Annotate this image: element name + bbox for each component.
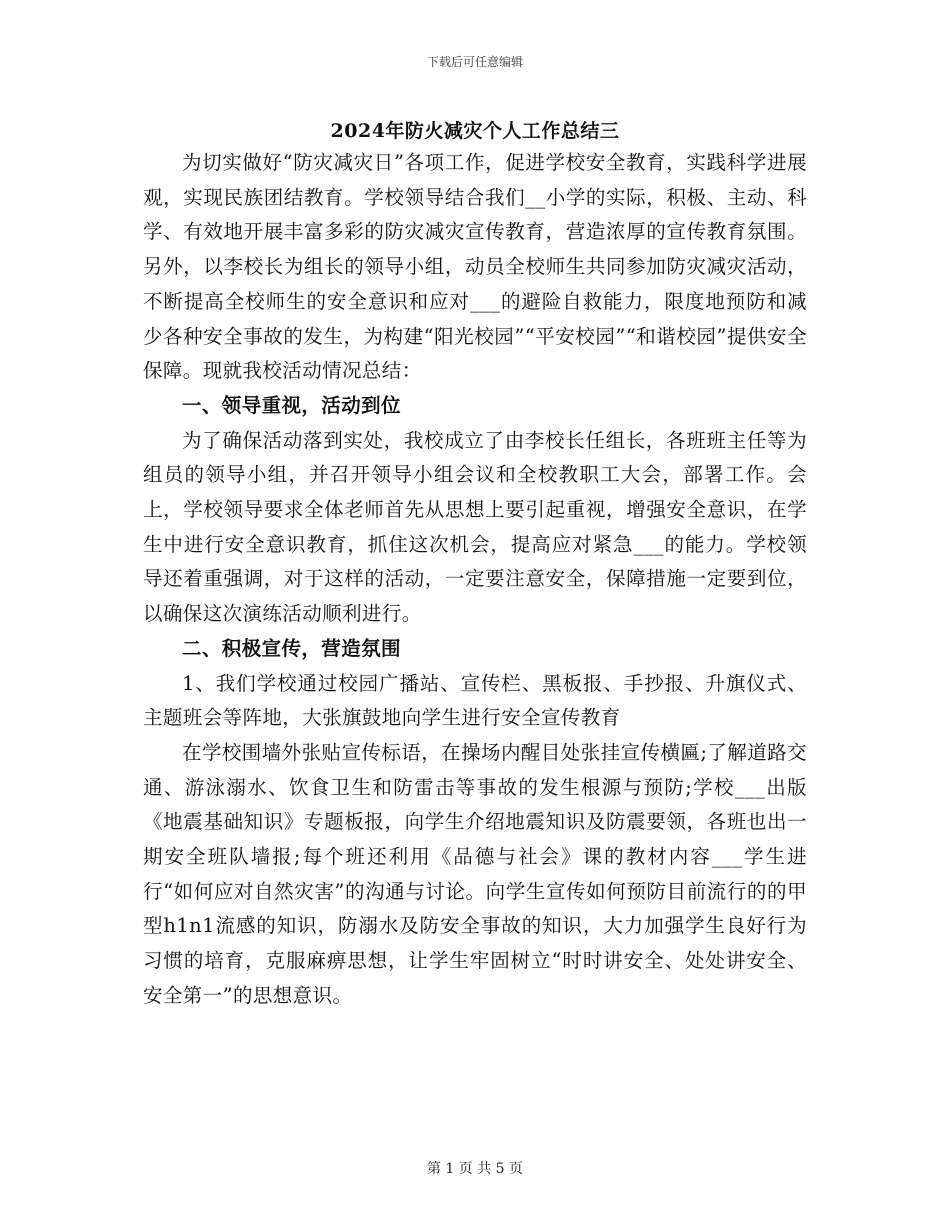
section-heading-1: 一、领导重视，活动到位 — [182, 393, 401, 417]
section-2-item-1: 1、我们学校通过校园广播站、宣传栏、黑板报、手抄报、升旗仪式、主题班会等阵地，大张旗鼓地向学生进行安全宣传教育 — [143, 671, 807, 730]
document-body — [143, 146, 807, 1014]
page-number: 第 1 页 共 5 页 — [426, 1161, 524, 1177]
intro-paragraph: 为切实做好“防灾减灾日”各项工作，促进学校安全教育，实践科学进展观，实现民族团结教育。学校领导结合我们__小学的实际，积极、主动、科学、有效地开展丰富多彩的防灾减灾宣传教育，营造浓厚的宣传教育氛围。另外，以李校长为组长的领导小组，动员全校师生共同参加防灾减灾活动，不断提高全校师生的安全意识和应对___的避险自救能力，限度地预防和减少各种安全事故的发生，为构建“阳光校园”“平安校园”“和谐校园”提供安全保障。现就我校活动情况总结： — [143, 151, 807, 383]
section-2-paragraph: 在学校围墙外张贴宣传标语，在操场内醒目处张挂宣传横匾;了解道路交通、游泳溺水、饮食卫生和防雷击等事故的发生根源与预防;学校___出版《地震基础知识》专题板报，向学生介绍地震知识及防震要领，各班也出一期安全班队墙报;每个班还利用《品德与社会》课的教材内容___学生进行“如何应对自然灾害”的沟通与讨论。向学生宣传如何预防目前流行的的甲型h1n1流感的知识，防溺水及防安全事故的知识，大力加强学生良好行为习惯的培育，克服麻痹思想，让学生牢固树立“时时讲安全、处处讲安全、安全第一”的思想意识。 — [143, 740, 807, 1007]
section-heading-2: 二、积极宣传，营造氛围 — [182, 636, 401, 660]
document-title: 2024年防火减灾个人工作总结三 — [330, 120, 620, 142]
page-header-note: 下载后可任意编辑 — [426, 55, 523, 69]
section-1-paragraph: 为了确保活动落到实处，我校成立了由李校长任组长，各班班主任等为组员的领导小组，并召开领导小组会议和全校教职工大会，部署工作。会上，学校领导要求全体老师首先从思想上要引起重视，增强安全意识，在学生中进行安全意识教育，抓住这次机会，提高应对紧急___的能力。学校领导还着重强调，对于这样的活动，一定要注意安全，保障措施一定要到位，以确保这次演练活动顺利进行。 — [143, 428, 807, 626]
